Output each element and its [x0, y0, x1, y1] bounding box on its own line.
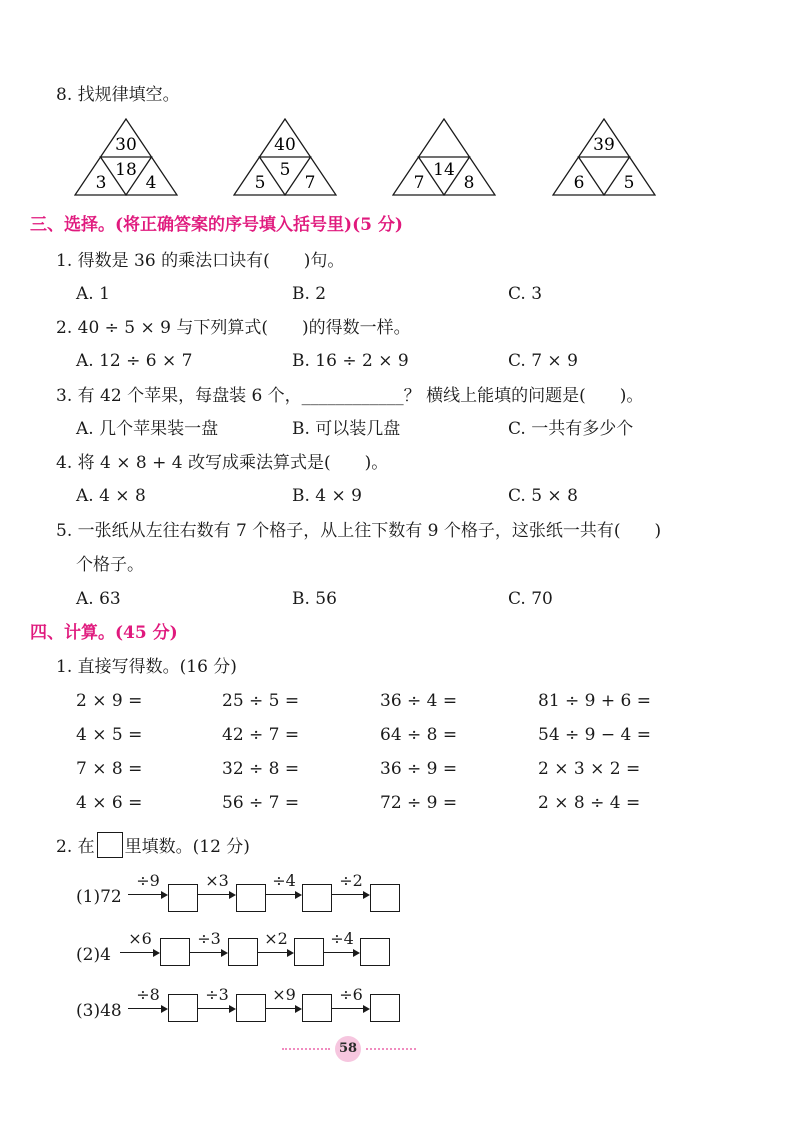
chain2-arrow-4 — [324, 930, 360, 960]
chain3-arrow-3 — [266, 986, 302, 1016]
chain2-arrow-2 — [190, 930, 228, 960]
chain1-answer-box-3[interactable] — [302, 884, 332, 912]
footer-dots-left — [282, 1048, 330, 1050]
s3-q5-option-b[interactable]: B. 56 — [292, 589, 337, 609]
calc-item: 2 × 9 = — [76, 691, 143, 711]
tri4-left: 6 — [573, 173, 585, 193]
chain1-answer-box-4[interactable] — [370, 884, 400, 912]
calc-item: 54 ÷ 9 − 4 = — [538, 725, 652, 745]
s3-q4-option-c[interactable]: C. 5 × 8 — [508, 486, 578, 506]
number-triangle-3 — [392, 118, 496, 198]
chain2-label: (2)4 — [76, 945, 111, 965]
chain2-answer-box-2[interactable] — [228, 938, 258, 966]
tri2-left: 5 — [254, 173, 266, 193]
chain1-arrow-2 — [198, 872, 236, 902]
s3-q5-text-line2: 个格子。 — [76, 555, 144, 575]
s3-q1-option-b[interactable]: B. 2 — [292, 284, 327, 304]
s3-q2-option-c[interactable]: C. 7 × 9 — [508, 351, 578, 371]
chain2-op-4: ÷4 — [330, 929, 354, 948]
chain3-answer-box-1[interactable] — [168, 994, 198, 1022]
chain1-op-2: ×3 — [205, 871, 229, 890]
page-number: 58 — [335, 1036, 361, 1062]
chain3-op-1: ÷8 — [136, 985, 160, 1004]
tri3-center: 14 — [433, 160, 455, 180]
s3-q2-option-b[interactable]: B. 16 ÷ 2 × 9 — [292, 351, 409, 371]
chain1-op-4: ÷2 — [339, 871, 363, 890]
s4-part2-title-a: 2. 在 — [56, 837, 95, 857]
calc-item: 2 × 3 × 2 = — [538, 759, 641, 779]
chain3-op-3: ×9 — [272, 985, 296, 1004]
chain2-answer-box-4[interactable] — [360, 938, 390, 966]
q8-title: 8. 找规律填空。 — [56, 85, 180, 105]
calc-item: 81 ÷ 9 + 6 = — [538, 691, 652, 711]
calc-item: 4 × 5 = — [76, 725, 143, 745]
chain1-op-1: ÷9 — [136, 871, 160, 890]
calc-item: 64 ÷ 8 = — [380, 725, 458, 745]
tri2-top: 40 — [274, 135, 296, 155]
s3-q4-text: 4. 将 4 × 8 + 4 改写成乘法算式是( )。 — [56, 453, 389, 473]
s3-q2-text: 2. 40 ÷ 5 × 9 与下列算式( )的得数一样。 — [56, 318, 411, 338]
chain3-answer-box-3[interactable] — [302, 994, 332, 1022]
s3-q3-text: 3. 有 42 个苹果，每盘装 6 个，____________？ 横线上能填的问题是( )。 — [56, 386, 644, 406]
s3-q1-option-a[interactable]: A. 1 — [76, 284, 110, 304]
chain3-label: (3)48 — [76, 1001, 122, 1021]
calc-item: 56 ÷ 7 = — [222, 793, 300, 813]
chain3-arrow-1 — [128, 986, 168, 1016]
chain1-op-3: ÷4 — [272, 871, 296, 890]
s3-q3-option-b[interactable]: B. 可以装几盘 — [292, 419, 401, 439]
chain3-arrow-4 — [332, 986, 370, 1016]
chain1-arrow-3 — [266, 872, 302, 902]
chain2-op-3: ×2 — [264, 929, 288, 948]
s3-q5-text-line1: 5. 一张纸从左往右数有 7 个格子，从上往下数有 9 个格子，这张纸一共有( ) — [56, 521, 662, 541]
tri2-right: 7 — [304, 173, 316, 193]
calc-item: 36 ÷ 9 = — [380, 759, 458, 779]
chain1-answer-box-2[interactable] — [236, 884, 266, 912]
tri1-right: 4 — [145, 173, 157, 193]
s4-part1-title: 1. 直接写得数。(16 分) — [56, 657, 237, 677]
chain2-op-1: ×6 — [128, 929, 152, 948]
chain2-arrow-3 — [258, 930, 294, 960]
calc-item: 72 ÷ 9 = — [380, 793, 458, 813]
calc-item: 32 ÷ 8 = — [222, 759, 300, 779]
tri1-left: 3 — [95, 173, 107, 193]
calc-item: 36 ÷ 4 = — [380, 691, 458, 711]
s3-q5-option-c[interactable]: C. 70 — [508, 589, 553, 609]
chain1-answer-box-1[interactable] — [168, 884, 198, 912]
tri3-left: 7 — [413, 173, 425, 193]
chain3-op-2: ÷3 — [205, 985, 229, 1004]
s3-q4-option-b[interactable]: B. 4 × 9 — [292, 486, 362, 506]
s3-q3-option-a[interactable]: A. 几个苹果装一盘 — [76, 419, 219, 439]
s3-q4-option-a[interactable]: A. 4 × 8 — [76, 486, 146, 506]
chain3-op-4: ÷6 — [339, 985, 363, 1004]
tri4-right: 5 — [623, 173, 635, 193]
calc-item: 2 × 8 ÷ 4 = — [538, 793, 641, 813]
number-triangle-2 — [233, 118, 337, 198]
chain2-arrow-1 — [120, 930, 160, 960]
chain1-arrow-4 — [332, 872, 370, 902]
s4-part2-title — [56, 832, 250, 858]
calc-item: 42 ÷ 7 = — [222, 725, 300, 745]
chain1-arrow-1 — [128, 872, 168, 902]
chain3-arrow-2 — [198, 986, 236, 1016]
calc-item: 4 × 6 = — [76, 793, 143, 813]
footer-dots-right — [366, 1048, 416, 1050]
chain2-answer-box-1[interactable] — [160, 938, 190, 966]
chain1-label: (1)72 — [76, 887, 122, 907]
chain2-op-2: ÷3 — [197, 929, 221, 948]
s3-q1-option-c[interactable]: C. 3 — [508, 284, 543, 304]
calc-item: 25 ÷ 5 = — [222, 691, 300, 711]
sample-answer-box — [97, 832, 123, 858]
tri3-right: 8 — [463, 173, 475, 193]
chain3-answer-box-2[interactable] — [236, 994, 266, 1022]
number-triangle-1 — [74, 118, 178, 198]
s3-q5-option-a[interactable]: A. 63 — [76, 589, 121, 609]
section3-heading: 三、选择。(将正确答案的序号填入括号里)(5 分) — [30, 215, 403, 235]
s3-q3-option-c[interactable]: C. 一共有多少个 — [508, 419, 634, 439]
tri1-top: 30 — [115, 135, 137, 155]
tri4-top: 39 — [593, 135, 615, 155]
number-triangle-4 — [552, 118, 656, 198]
s4-part2-title-b: 里填数。(12 分) — [124, 837, 250, 857]
s3-q1-text: 1. 得数是 36 的乘法口诀有( )句。 — [56, 251, 345, 271]
tri1-center: 18 — [115, 160, 137, 180]
s3-q2-option-a[interactable]: A. 12 ÷ 6 × 7 — [76, 351, 193, 371]
chain2-answer-box-3[interactable] — [294, 938, 324, 966]
calc-item: 7 × 8 = — [76, 759, 143, 779]
tri2-center: 5 — [279, 160, 291, 180]
section4-heading: 四、计算。(45 分) — [30, 623, 178, 643]
chain3-answer-box-4[interactable] — [370, 994, 400, 1022]
